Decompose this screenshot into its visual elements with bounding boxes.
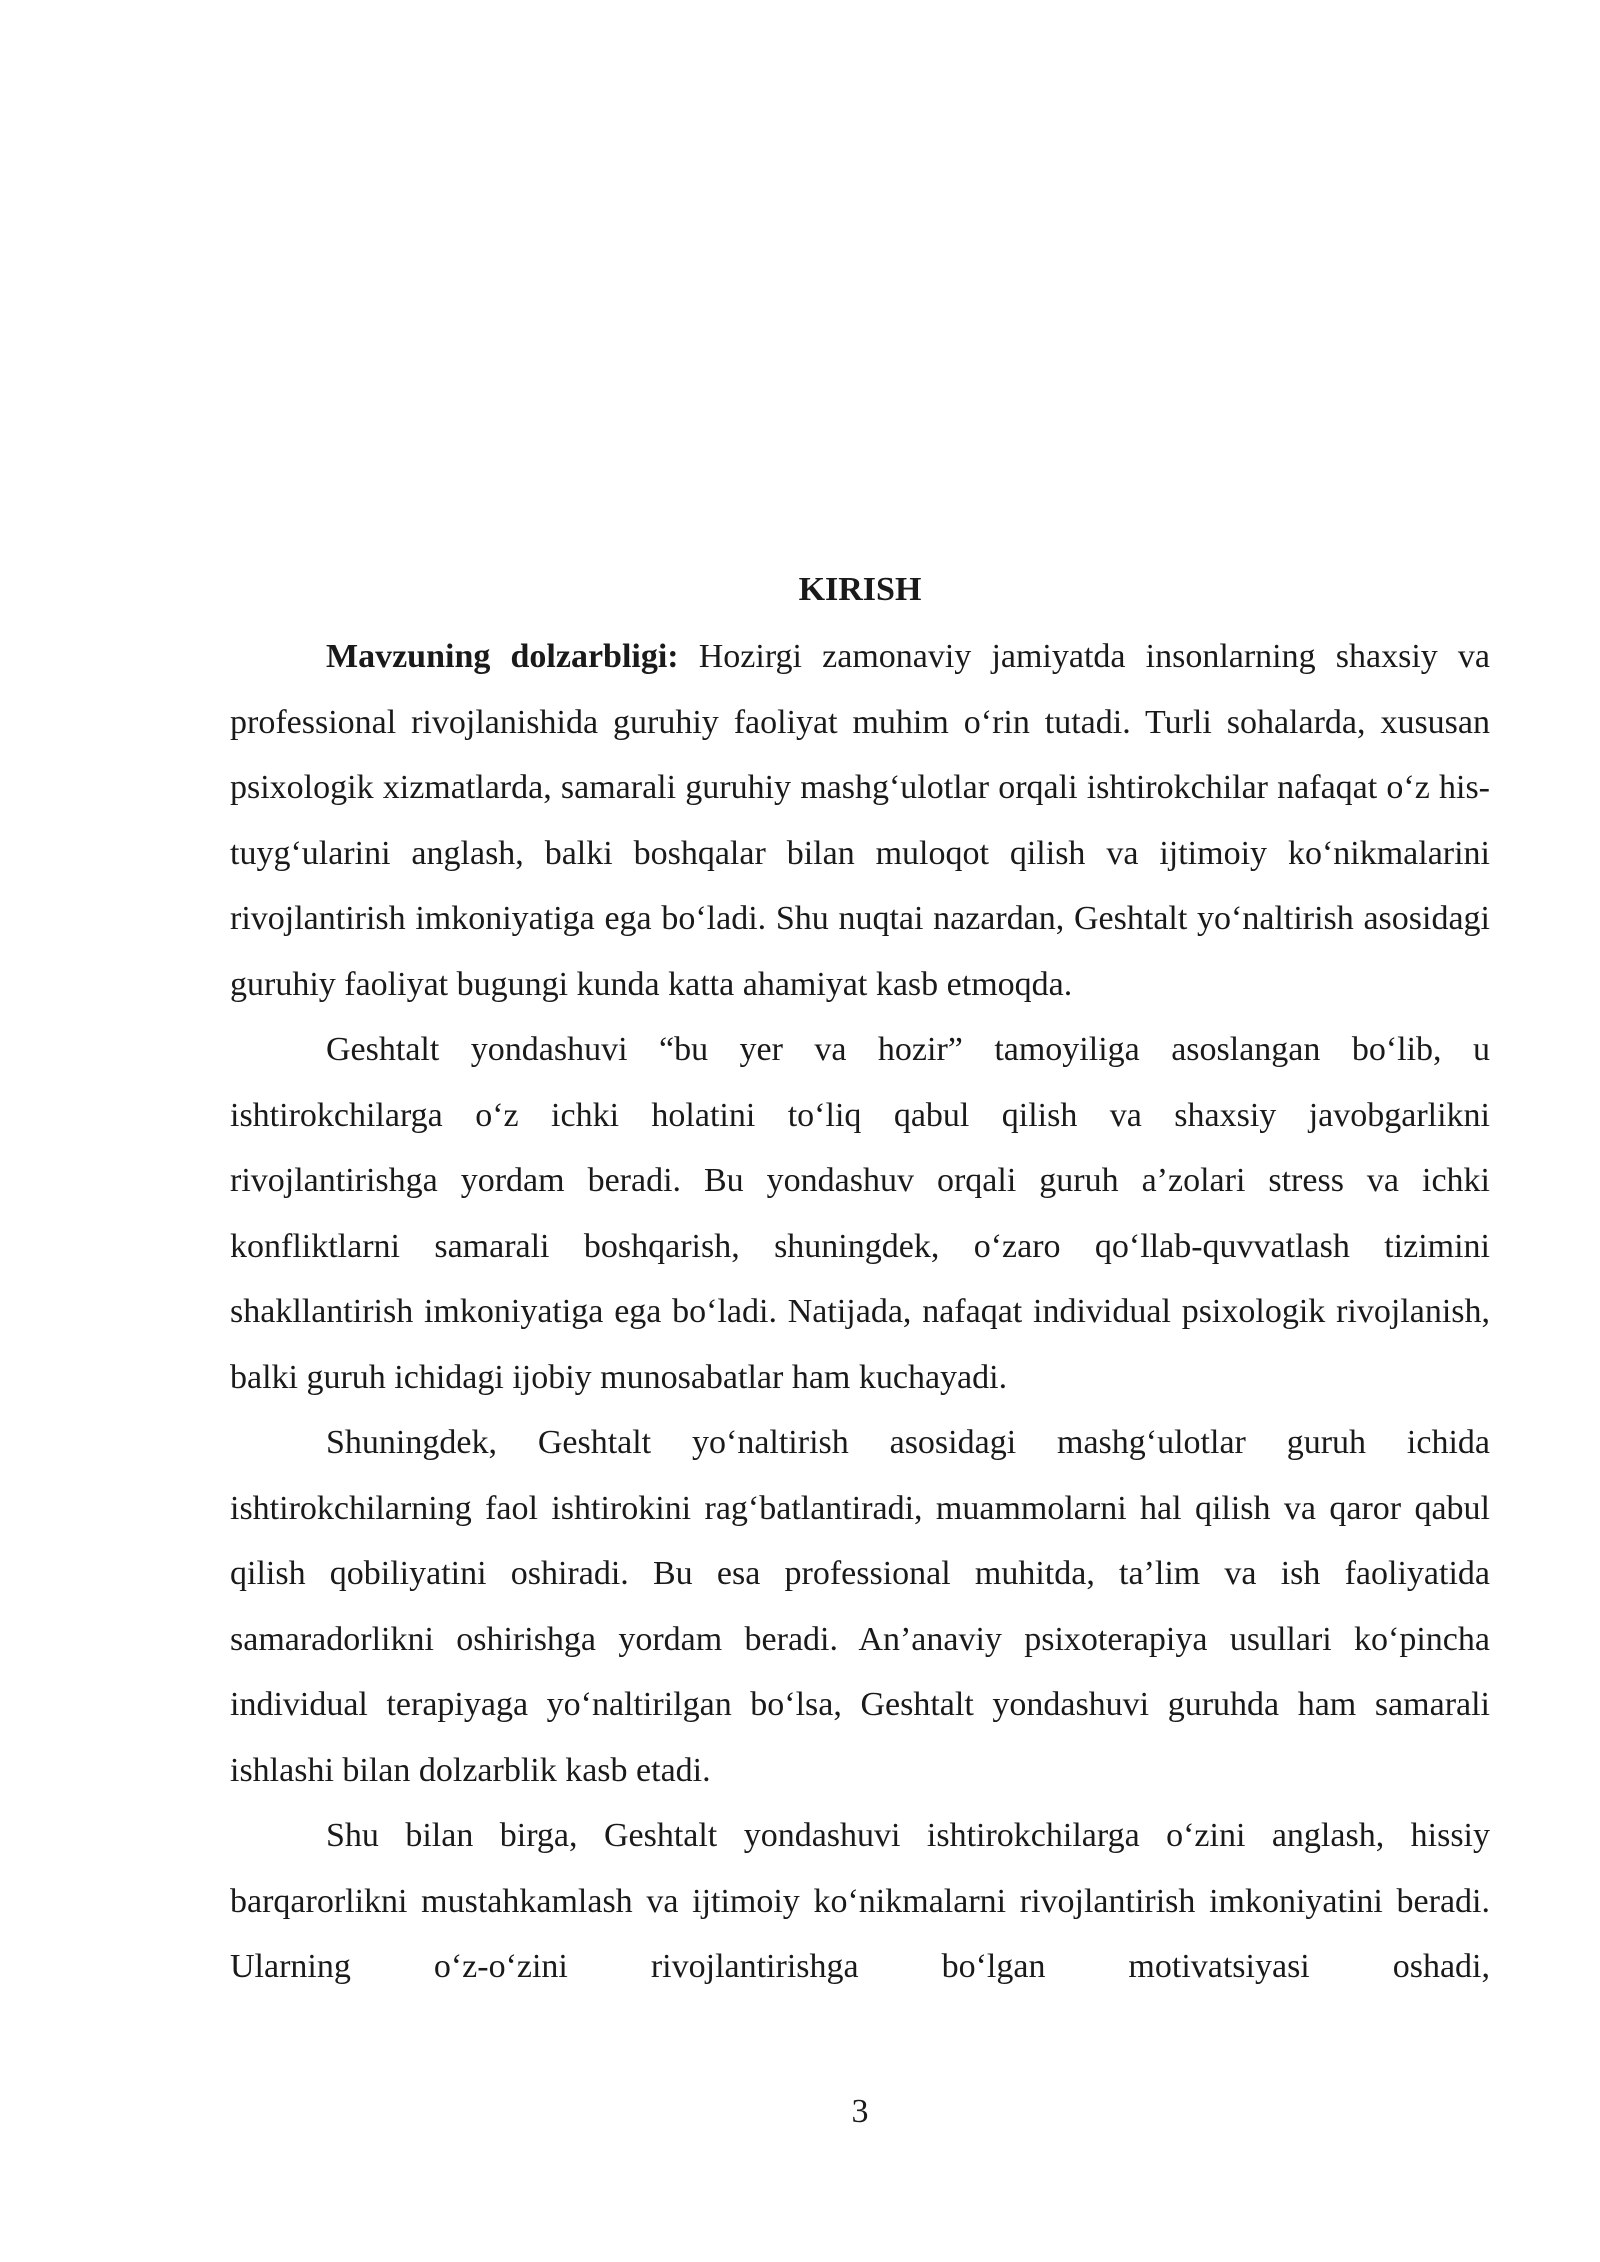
paragraph-4-text: Shu bilan birga, Geshtalt yondashuvi ishtirokchilarga o‘zini anglash, hissiy barqarorlikni mustahkamlash va ijtimoiy ko‘nikmalarni rivojlantirish imkoniyatini beradi. Ularning o‘z-o‘zini rivojlantirishga bo‘lgan motivatsiyasi oshadi,	[230, 1817, 1490, 1985]
paragraph-lead: Mavzuning dolzarbligi:	[326, 638, 679, 675]
paragraph-1-text: Hozirgi zamonaviy jamiyatda insonlarning shaxsiy va professional rivojlanishida guruhiy faoliyat muhim o‘rin tutadi. Turli sohalarda, xususan psixologik xizmatlarda, samarali guruhiy mashg‘ulotlar orqali ishtirokchilar nafaqat o‘z his-tuyg‘ularini anglash, balki boshqalar bilan muloqot qilish va ijtimoiy ko‘nikmalarini rivojlantirish imkoniyatiga ega bo‘ladi. Shu nuqtai nazardan, Geshtalt yo‘naltirish asosidagi guruhiy faoliyat bugungi kunda katta ahamiyat kasb etmoqda.	[230, 638, 1490, 1003]
section-heading: KIRISH	[798, 571, 922, 608]
document-body	[230, 624, 1490, 2000]
paragraph-3-text: Shuningdek, Geshtalt yo‘naltirish asosidagi mashg‘ulotlar guruh ichida ishtirokchilarning faol ishtirokini rag‘batlantiradi, muammolarni hal qilish va qaror qabul qilish qobiliyatini oshiradi. Bu esa professional muhitda, ta’lim va ish faoliyatida samaradorlikni oshirishga yordam beradi. An’anaviy psixoterapiya usullari ko‘pincha individual terapiyaga yo‘naltirilgan bo‘lsa, Geshtalt yondashuvi guruhda ham samarali ishlashi bilan dolzarblik kasb etadi.	[230, 1424, 1490, 1789]
paragraph-2-text: Geshtalt yondashuvi “bu yer va hozir” tamoyiliga asoslangan bo‘lib, u ishtirokchilarga o‘z ichki holatini to‘liq qabul qilish va shaxsiy javobgarlikni rivojlantirishga yordam beradi. Bu yondashuv orqali guruh a’zolari stress va ichki konfliktlarni samarali boshqarish, shuningdek, o‘zaro qo‘llab-quvvatlash tizimini shakllantirish imkoniyatiga ega bo‘ladi. Natijada, nafaqat individual psixologik rivojlanish, balki guruh ichidagi ijobiy munosabatlar ham kuchayadi.	[230, 1031, 1490, 1396]
page-number: 3	[851, 2093, 869, 2130]
paragraph-2	[230, 1017, 1490, 1410]
paragraph-4	[230, 1803, 1490, 2000]
paragraph-1	[230, 624, 1490, 1017]
paragraph-3	[230, 1410, 1490, 1803]
